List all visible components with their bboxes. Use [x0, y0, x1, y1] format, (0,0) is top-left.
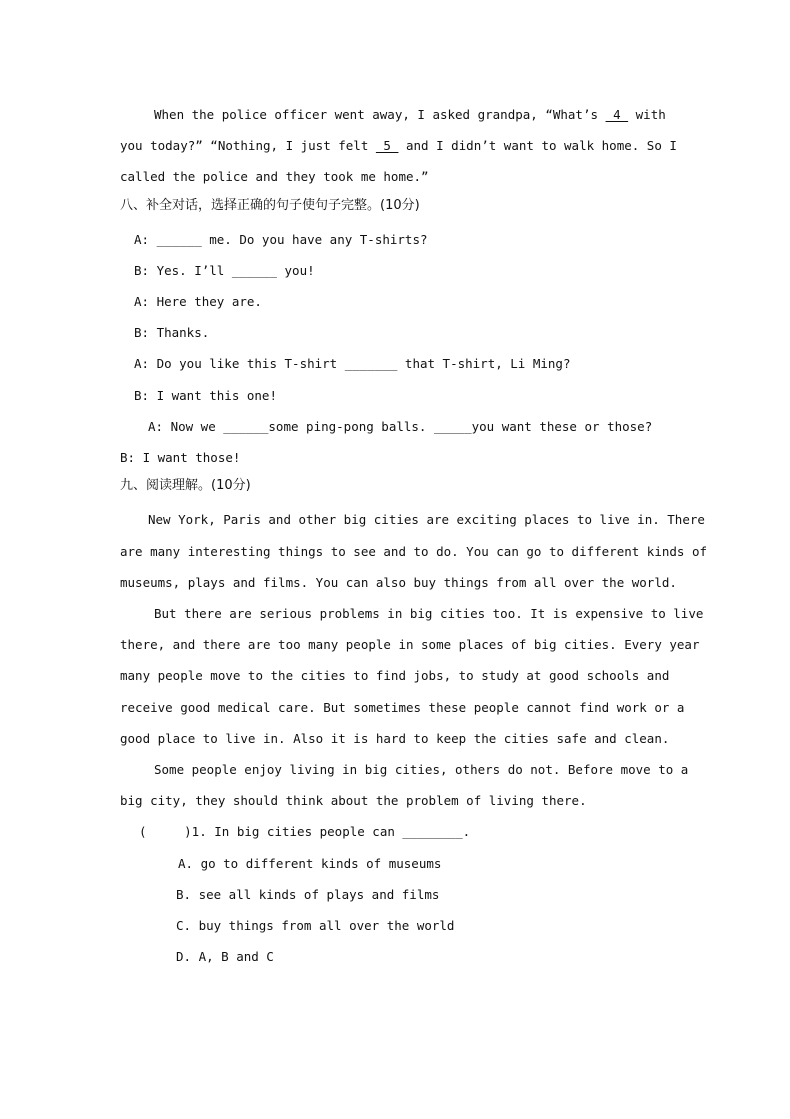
passage-line: are many interesting things to see and to do. You can go to different kinds of: [120, 544, 707, 559]
dialogue-line: B: Thanks.: [134, 325, 210, 340]
passage-line: good place to live in. Also it is hard to keep the cities safe and clean.: [120, 731, 670, 746]
question-1-stem: ( )1. In big cities people can ________.: [139, 824, 471, 839]
story-line-3: called the police and they took me home.”: [120, 169, 429, 184]
dialogue-line: A: Now we ______some ping-pong balls. _____you want these or those?: [148, 419, 653, 434]
question-1-option-d: D. A, B and C: [176, 949, 274, 964]
passage-line: museums, plays and films. You can also buy things from all over the world.: [120, 575, 677, 590]
blank-4: 4: [605, 107, 629, 122]
section-8-title: 八、补全对话，选择正确的句子使句子完整。(10分): [120, 198, 420, 213]
dialogue-line: B: I want those!: [120, 450, 241, 465]
passage-line: receive good medical care. But sometimes these people cannot find work or a: [120, 700, 685, 715]
passage-line: many people move to the cities to find jobs, to study at good schools and: [120, 668, 670, 683]
story-line-1: When the police officer went away, I asked grandpa, “What’s 4 with: [154, 107, 666, 122]
question-1-option-a: A. go to different kinds of museums: [178, 856, 442, 871]
dialogue-line: B: I want this one!: [134, 388, 277, 403]
dialogue-line: B: Yes. I’ll ______ you!: [134, 263, 315, 278]
passage-line: there, and there are too many people in some places of big cities. Every year: [120, 637, 700, 652]
story-line-2: you today?” “Nothing, I just felt 5 and I didn’t want to walk home. So I: [120, 138, 677, 153]
question-1-option-c: C. buy things from all over the world: [176, 918, 455, 933]
question-1-option-b: B. see all kinds of plays and films: [176, 887, 440, 902]
blank-5: 5: [375, 138, 399, 153]
dialogue-line: A: Do you like this T-shirt _______ that T-shirt, Li Ming?: [134, 356, 571, 371]
dialogue-line: A: ______ me. Do you have any T-shirts?: [134, 232, 428, 247]
passage-line: New York, Paris and other big cities are exciting places to live in. There: [148, 512, 705, 527]
section-9-title: 九、阅读理解。(10分): [120, 478, 251, 493]
passage-line: Some people enjoy living in big cities, others do not. Before move to a: [154, 762, 689, 777]
passage-line: big city, they should think about the problem of living there.: [120, 793, 587, 808]
dialogue-line: A: Here they are.: [134, 294, 262, 309]
passage-line: But there are serious problems in big cities too. It is expensive to live: [154, 606, 704, 621]
